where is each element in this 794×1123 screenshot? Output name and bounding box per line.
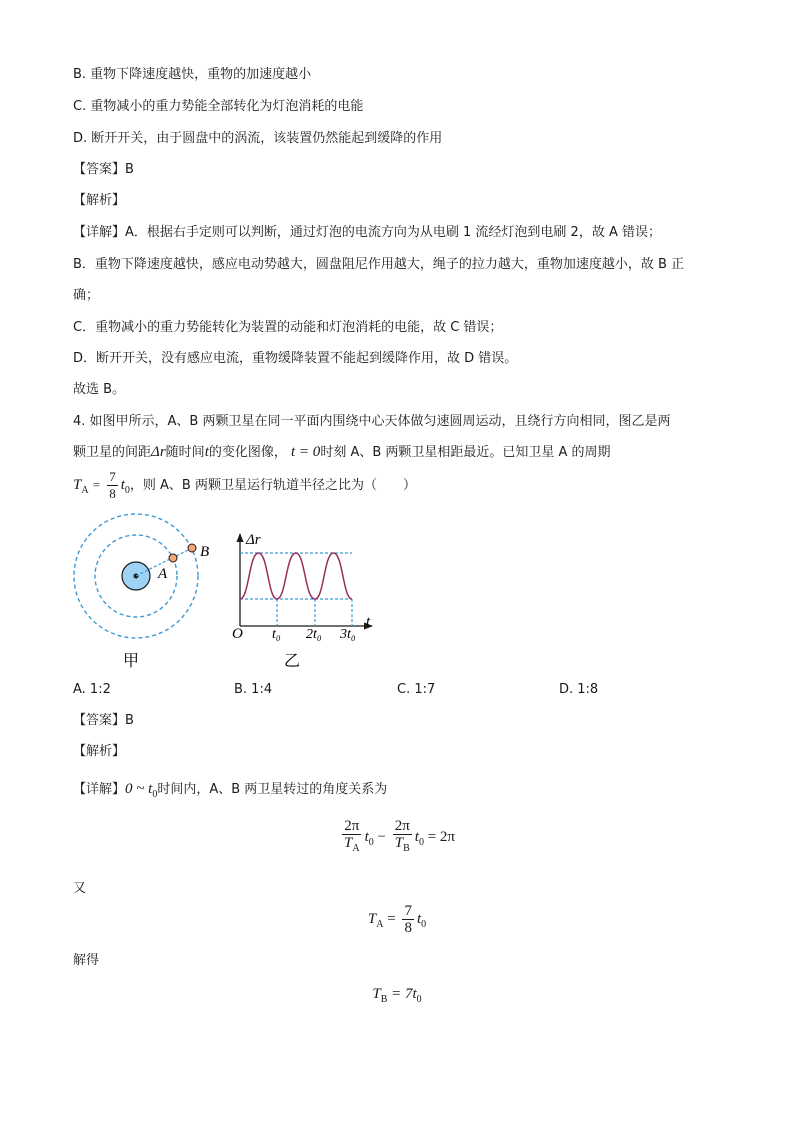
x-axis-label: t — [366, 614, 371, 630]
distance-curve — [240, 553, 352, 599]
figure-label-yi: 乙 — [284, 653, 301, 670]
option-d-text: D. 断开开关，由于圆盘中的涡流，该装置仍然能起到缓降的作用 — [73, 131, 443, 146]
choice-a: A. 1:2 — [73, 682, 111, 697]
q4-detail-intro: 【详解】0 ~ $t_0$时间内，A、B 两卫星转过的角度关系为 — [73, 781, 388, 800]
label-a: A — [158, 566, 168, 582]
satellite-b — [188, 544, 196, 552]
detail-a: 【详解】A．根据右手定则可以判断，通过灯泡的电流方向为从电刷 1 流经灯泡到电刷 2，故 A 错误； — [73, 225, 661, 240]
q4-analysis-label: 【解析】 — [73, 744, 126, 759]
satellite-a — [169, 554, 177, 562]
equation-angle-relation: $\frac{2\pi}{T_A}$ $t_0$ − $\frac{2\pi}{T_B}$ $t_0 = 2\pi$ — [343, 818, 455, 854]
choice-b: B. 1:4 — [234, 682, 273, 697]
conclusion: 故选 B。 — [73, 382, 126, 397]
label-b: B — [200, 544, 210, 560]
detail-b-line1: B．重物下降速度越快，感应电动势越大，圆盘阻尼作用越大，绳子的拉力越大，重物加速度越小，故 B 正 — [73, 257, 685, 272]
analysis-label: 【解析】 — [73, 193, 126, 208]
figure-orbit-diagram — [70, 512, 220, 672]
tick-3t0: 3t₀ — [340, 627, 356, 642]
choice-d: D. 1:8 — [559, 682, 599, 697]
origin-label: O — [232, 626, 243, 642]
fraction-seven-eighths: $\frac{7}{8}$ — [109, 469, 116, 501]
detail-d: D．断开开关，没有感应电流，重物缓降装置不能起到缓降作用，故 D 错误。 — [73, 351, 518, 366]
detail-b-line2: 确； — [73, 288, 100, 303]
q4-stem-line3: $T_A$ = $\frac{7}{8}$ $t_0$，则 A、B 两颗卫星运行轨道半径之比为（ ） — [73, 469, 416, 501]
again-text: 又 — [73, 881, 87, 896]
q4-stem-line2: 颗卫星的间距Δr随时间t的变化图像， t = 0时刻 A、B 两颗卫星相距最近。已知卫星 A 的周期 — [73, 444, 611, 460]
q4-stem-line1: 4. 如图甲所示，A、B 两颗卫星在同一平面内围绕中心天体做匀速圆周运动，且绕行方向相同，图乙是两 — [73, 414, 671, 429]
answer-label: 【答案】B — [73, 162, 134, 177]
q4-answer-label: 【答案】B — [73, 713, 134, 728]
equation-period-b: $T_B = 7t_0$ — [372, 986, 422, 1005]
detail-c: C．重物减小的重力势能转化为装置的动能和灯泡消耗的电能，故 C 错误； — [73, 320, 503, 335]
option-b-text: B. 重物下降速度越快，重物的加速度越小 — [73, 67, 312, 82]
y-axis-label: Δr — [246, 532, 261, 548]
choice-c: C. 1:7 — [397, 682, 436, 697]
tick-t0: t₀ — [272, 627, 281, 642]
figure-label-jia: 甲 — [123, 653, 140, 670]
solve-text: 解得 — [73, 953, 100, 968]
tick-2t0: 2t₀ — [306, 627, 322, 642]
figure-distance-graph — [228, 530, 383, 672]
equation-period-a: $T_A$ = $\frac{7}{8}$ $t_0$ — [367, 903, 427, 936]
option-c-text: C. 重物减小的重力势能全部转化为灯泡消耗的电能 — [73, 99, 364, 114]
